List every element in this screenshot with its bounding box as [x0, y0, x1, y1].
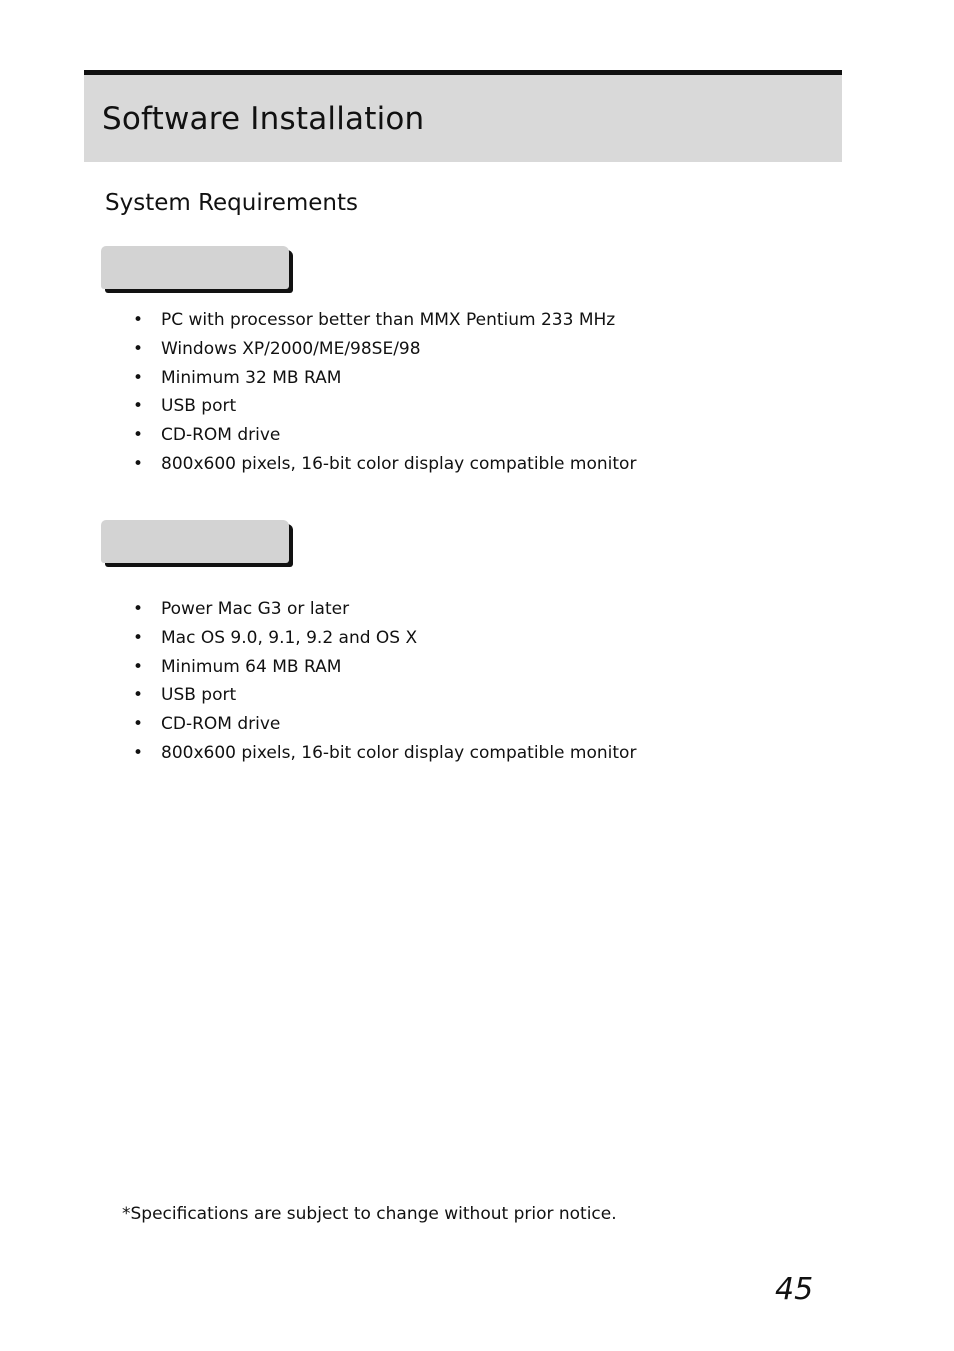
list-item: [130, 392, 636, 421]
bullet-icon: •: [133, 453, 144, 474]
list-item-text: Mac OS 9.0, 9.1, 9.2 and OS X: [161, 627, 418, 648]
list-item-text: Minimum 64 MB RAM: [161, 656, 342, 677]
list-item-text: CD-ROM drive: [161, 714, 281, 735]
list-item: [130, 739, 636, 768]
list-item-text: Minimum 32 MB RAM: [161, 367, 342, 388]
bullet-icon: •: [133, 685, 144, 706]
list-item: [130, 306, 636, 335]
list-item-text: 800x600 pixels, 16-bit color display compatible monitor: [161, 453, 637, 474]
page-number: 45: [775, 1272, 814, 1307]
section-heading: System Requirements: [105, 190, 358, 216]
list-item-text: Windows XP/2000/ME/98SE/98: [161, 338, 421, 359]
bullet-icon: •: [133, 627, 144, 648]
list-item: [130, 335, 636, 364]
windows-tab-label: [101, 246, 289, 289]
page-title: Software Installation: [102, 101, 425, 137]
mac-tab-label: [101, 520, 289, 563]
bullet-icon: •: [133, 425, 144, 446]
list-item: [130, 450, 636, 479]
bullet-icon: •: [133, 396, 144, 417]
title-bar: [84, 70, 842, 162]
windows-requirements-list: [130, 306, 636, 479]
list-item: [130, 595, 636, 624]
bullet-icon: •: [133, 742, 144, 763]
list-item-text: CD-ROM drive: [161, 425, 281, 446]
bullet-icon: •: [133, 310, 144, 330]
list-item-text: USB port: [161, 396, 237, 417]
bullet-icon: •: [133, 367, 144, 388]
bullet-icon: •: [133, 714, 144, 735]
list-item: [130, 421, 636, 450]
list-item-text: 800x600 pixels, 16-bit color display compatible monitor: [161, 742, 637, 763]
list-item-text: USB port: [161, 685, 237, 706]
list-item-text: Power Mac G3 or later: [161, 599, 350, 619]
bullet-icon: •: [133, 599, 144, 619]
list-item: [130, 624, 636, 653]
list-item: [130, 364, 636, 393]
mac-requirements-list: [130, 595, 636, 768]
list-item: [130, 710, 636, 739]
list-item: [130, 653, 636, 682]
bullet-icon: •: [133, 656, 144, 677]
list-item-text: PC with processor better than MMX Pentium 233 MHz: [161, 310, 616, 330]
footnote: *Specifications are subject to change without prior notice.: [122, 1204, 617, 1224]
bullet-icon: •: [133, 338, 144, 359]
list-item: [130, 681, 636, 710]
